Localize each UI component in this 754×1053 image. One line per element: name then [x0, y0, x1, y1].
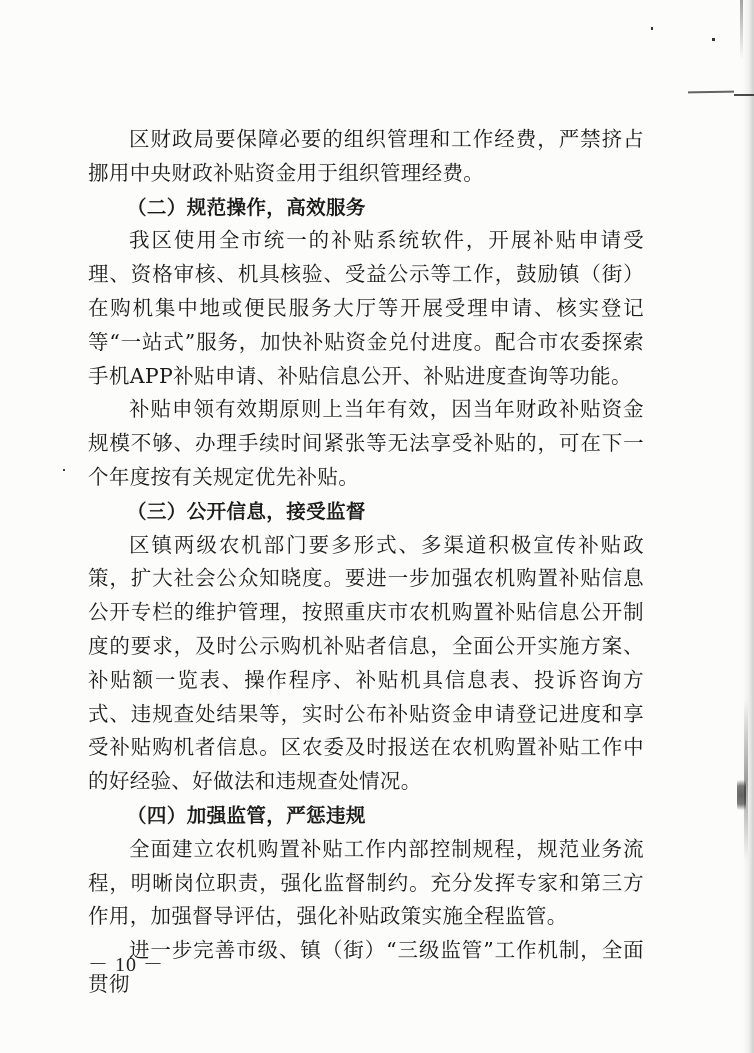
scan-shadow-top-edge — [740, 0, 743, 60]
scan-mark-top-right — [688, 91, 734, 94]
paragraph-three-level: 进一步完善市级、镇（街）“三级监管”工作机制，全面贯彻 — [88, 938, 644, 996]
paragraph-funding: 区财政局要保障必要的组织管理和工作经费，严禁挤占挪用中央财政补贴资金用于组织管理经费。 — [88, 127, 644, 185]
scan-speck — [712, 38, 715, 41]
scan-shadow-right-edge — [744, 700, 748, 860]
paragraph-publicity: 区镇两级农机部门要多形式、多渠道积极宣传补贴政策，扩大社会公众知晓度。要进一步加强农机购置补贴信息公开专栏的维护管理，按照重庆市农机购置补贴信息公开制度的要求，及时公示购机补贴者信息，全面公开实施方案、补贴额一览表、操作程序、补贴机具信息表、投诉咨询方式、违规查处结果等，实时公布补贴资金申请登记进度和享受补贴购机者信息。区农委及时报送在农机购置补贴工作中的好经验、好做法和违规查处情况。 — [88, 532, 644, 794]
scan-mark-top-right-end — [734, 94, 754, 96]
document-body — [88, 123, 644, 1002]
section-heading-standardize: （二）规范操作，高效服务 — [127, 195, 366, 219]
scan-speck — [63, 469, 65, 471]
section-heading-supervision: （四）加强监管，严惩违规 — [127, 803, 366, 827]
page-number: － 10 － — [88, 954, 164, 976]
scan-edge-shadow — [742, 0, 754, 1053]
paragraph-internal-control: 全面建立农机购置补贴工作内部控制规程，规范业务流程，明晰岗位职责，强化监督制约。充分发挥专家和第三方作用，加强督导评估，强化补贴政策实施全程监管。 — [88, 836, 644, 929]
paragraph-subsidy-system: 我区使用全市统一的补贴系统软件，开展补贴申请受理、资格审核、机具核验、受益公示等工作，鼓励镇（街）在购机集中地或便民服务大厅等开展受理申请、核实登记等“一站式”服务，加快补贴资金兑付进度。配合市农委探索手机APP补贴申请、补贴信息公开、补贴进度查询等功能。 — [88, 228, 644, 388]
section-heading-disclosure: （三）公开信息，接受监督 — [127, 499, 366, 523]
scan-mark-right-edge — [737, 775, 746, 815]
scan-speck — [651, 27, 653, 30]
paragraph-validity: 补贴申领有效期原则上当年有效，因当年财政补贴资金规模不够、办理手续时间紧张等无法享受补贴的，可在下一个年度按有关规定优先补贴。 — [88, 397, 644, 489]
